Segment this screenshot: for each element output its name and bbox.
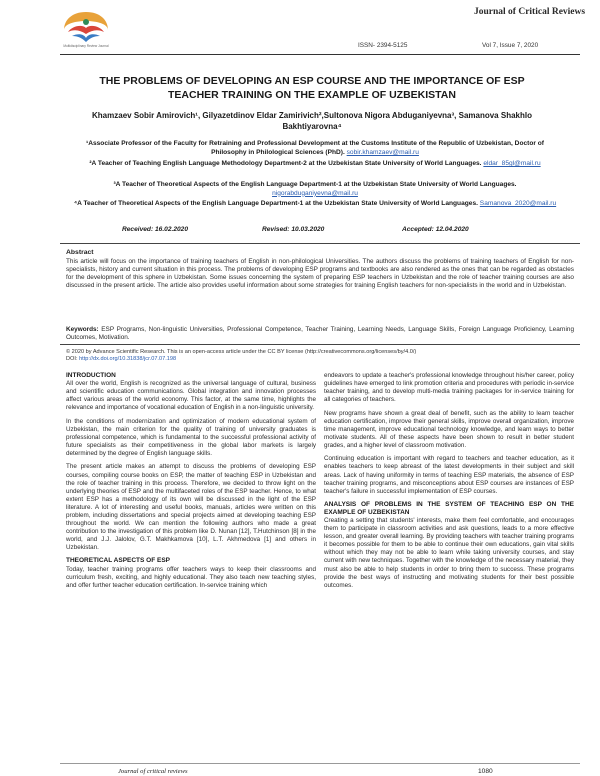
affiliation-1 [70,140,560,157]
section-heading: THEORETICAL ASPECTS OF ESP [66,557,171,565]
submission-dates [60,226,580,235]
license-block [66,349,574,363]
author-email-link[interactable]: eldar_85gl@mail.ru [483,160,541,167]
affiliation-text: ¹Associate Professor of the Faculty for Retraining and Professional Development at the Customs Institute of the Republic of Uzbekistan, Doctor of Philosophy in Philological Sciences (PhD). [86,140,544,156]
section-heading: INTRODUCTION [66,372,116,379]
doi-label: DOI: [66,356,80,363]
keywords [66,326,574,342]
abstract-bottom-divider [60,344,580,345]
license-text: © 2020 by Advance Scientific Research. This is an open-access article under the CC BY license (http://creativecommons.org/licenses/by/4.0/) [66,349,417,355]
paragraph: Today, teacher training programs offer teachers ways to keep their classrooms and curriculum fresh, exciting, and highly educational. They also teach new teaching styles, and offer further teacher education certification. In-service training which [66,565,316,589]
body-column-left [66,372,316,595]
paragraph: Continuing education is important with regard to teachers and teacher education, as it enables teachers to keep abreast of the latest developments in their subject and skill areas. Lack of having uniformity in terms of teaching ESP materials, the absence of ESP teacher training programs, and misconceptions about ESP courses are instances of ESP teacher's failure in successful implementation of ESP courses. [324,455,574,495]
accepted-date: Accepted: 12.04.2020 [402,226,469,233]
doi-line [66,356,574,363]
issn: ISSN- 2394-5125 [358,42,408,49]
paragraph: endeavors to update a teacher's professional knowledge throughout his/her career, policy guidelines have emerged to link promotion criteria and procedures with periodic in-service teacher training, and to develop multi-media training packages for in-service training for all categories of teachers. [324,372,574,404]
author-list: Khamzaev Sobir Amirovich¹, Gilyazetdinov Eldar Zamirivich²,Sultonova Nigora Abduganiyevna³, Samanova Shakhlo Bakhtiyarovna⁴ [92,111,532,131]
keywords-text: ESP Programs, Non-linguistic Universities, Professional Competence, Teacher Training, Learning Needs, Language Skills, Foreign Language Proficiency, Learning Outcomes, Motivation. [66,326,574,342]
logo-caption: Multidisciplinary Review Journal [63,44,109,48]
footer-divider [60,763,580,764]
paragraph: New programs have shown a great deal of benefit, such as the ability to learn teacher education certification, improve their general skills, improve overall organization, improve time management, improve educational technology knowledge, and learn ways to better motivate students. All of these aspects have been shown to result in better student grades, and a higher level of classroom motivation. [324,409,574,449]
author-email-link[interactable]: sobir.khamzaev@mail.ru [346,148,419,156]
affiliation-3 [70,181,560,198]
abstract-text: This article will focus on the importance of training teachers of English in non-philological Universities. The authors discuss the problems of training teachers of English for non-specialists, history and current situation in this process. The problems of developing ESP programs and textbooks are also rendered as the ones that can be regarded as obstacles for the development of this sphere in Uzbekistan. Some issues concerning the system of preparing ESP teachers in Uzbekistan and the role of teacher training courses are also discussed in the present article. The article also provides useful information about some strategies for training English teachers for non-specialists in the world and in Uzbekistan. [66,258,574,290]
section-heading: ANALYSIS OF PROBLEMS IN THE SYSTEM OF TEACHING ESP ON THE EXAMPLE OF UZBEKISTAN [324,501,574,517]
page-number: 1080 [478,768,493,775]
paragraph: All over the world, English is recognized as the universal language of cultural, business and scientific education communications. Global integration and innovation processes affect various areas of the world economy. This factor, at the same time, highlights the relevance and importance of vocational education of English in a non-linguistic university. [66,380,316,412]
volume-issue: Vol 7, Issue 7, 2020 [482,42,539,49]
paper-title: THE PROBLEMS OF DEVELOPING AN ESP COURSE AND THE IMPORTANCE OF ESP TEACHER TRAINING ON THE EXAMPLE OF UZBEKISTAN [99,75,525,101]
keywords-label: Keywords: [66,326,99,333]
author-email-link[interactable]: nigorabduganiyevna@mail.ru [272,189,358,197]
affiliation-text: ²A Teacher of Teaching English Language Methodology Department-2 at the Uzbekistan State University of World Languages. [89,160,484,167]
journal-logo [58,8,114,52]
abstract-heading: Abstract [66,249,94,256]
author-email-link[interactable]: Samanova_2020@mail.ru [479,200,557,207]
affiliation-4 [70,200,560,209]
affiliation-text: ³A Teacher of Theoretical Aspects of the English Language Department-1 at the Uzbekistan State University of World Languages. [113,181,517,188]
body-column-right [324,372,574,595]
affiliation-text: ⁴A Teacher of Theoretical Aspects of the English Language Department-1 at the Uzbekistan State University of World Languages. [73,200,480,207]
doi-link[interactable]: http://dx.doi.org/10.31838/jcr.07.07.198 [79,356,177,363]
abstract-top-divider [60,243,580,244]
received-date: Received: 16.02.2020 [122,226,188,233]
header-divider [60,54,580,55]
footer-journal-name: Journal of critical reviews [118,768,188,775]
journal-name: Journal of Critical Reviews [474,7,586,17]
paragraph: Creating a setting that students' interests, make them feel comfortable, and encourages them to participate in classroom activities and ask questions, leads to a more effective lesson, and greater overall learning. By providing teachers with teacher training programs it becomes possible for them to be able to continue their own educations, gain vital skills without which they may not be able to learn while taking university courses, and stay current with new techniques. Together with the knowledge of the necessary material, they must also be able to help students in order to bring them to success. These programs provide the best ways of instructing and motivating students for their best possible outcomes. [324,517,574,589]
revised-date: Revised: 10.03.2020 [262,226,325,233]
paragraph: The present article makes an attempt to discuss the problems of developing ESP courses, compiling course books on ESP, the matter of teaching ESP in Uzbekistan and the role of teacher training in this process. Therefore, we decided to throw light on the underlying theories of ESP and the multifaceted roles of the ESP teacher. Hence, to what extent ESP has a methodology of its own will be discussed in the light of the ESP literature. A lot of interesting and useful books, manuals, articles were written on this problem, including dissertations and special projects aimed at developing teaching ESP throughout the world. We can mention the following authors who made a great contribution to the investigation of this problem like D. Nunan [12], T.Hutchinson [8] in the world, and J.J. Jalolov, G.T. Makhkamova [10], L.T. Akhmedova [1] and others in Uzbekistan. [66,463,316,551]
affiliation-2 [70,160,560,169]
paragraph: In the conditions of modernization and optimization of modern educational system of Uzbekistan, the main criterion for the quality of training of university graduates is professional competence, which is fundamental to the successful professional activity of future specialists as their competitiveness in the global labor markets is largely determined by the degree of English language skills. [66,417,316,457]
